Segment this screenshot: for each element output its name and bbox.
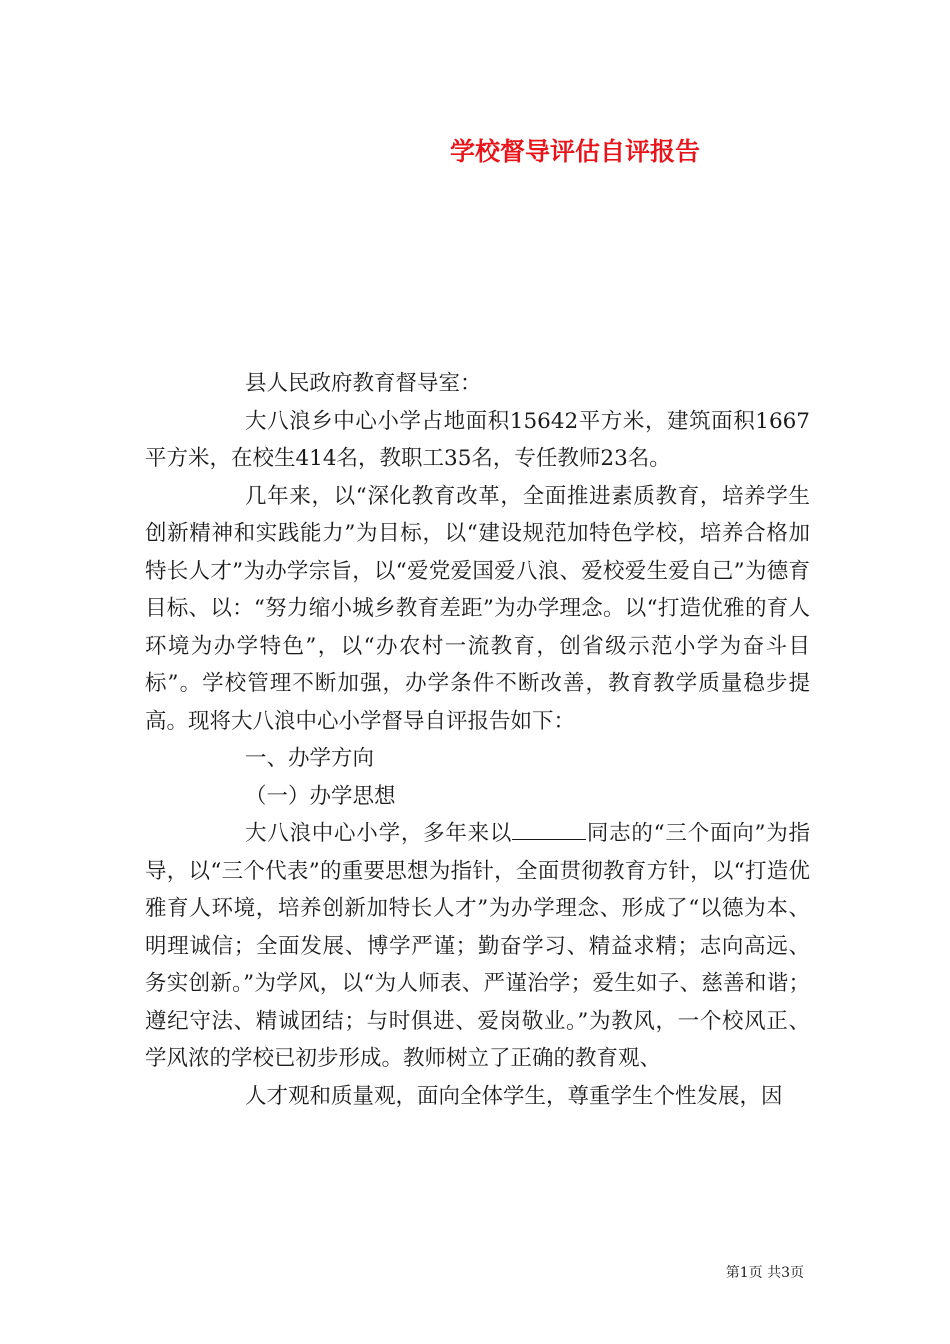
paragraph-philosophy-start: 大八浪中心小学，多年来以: [245, 821, 513, 846]
paragraph-school-stats: 大八浪乡中心小学占地面积15642平方米，建筑面积1667平方米，在校生414名，教职工35名，专任教师23名。: [145, 408, 810, 471]
salutation: 县人民政府教育督导室：: [245, 371, 482, 396]
paragraph-philosophy: [145, 815, 810, 1078]
paragraph-philosophy-rest: 同志的“三个面向”为指导，以“三个代表”的重要思想为指针，全面贯彻教育方针，以“打造优雅育人环境，培养创新加特长人才”为办学理念、形成了“以德为本、明理诚信；全面发展、博学严谨；勤奋学习、精益求精；志向高远、务实创新。”为学风，以“为人师表、严谨治学；爱生如子、慈善和谐；遵纪守法、精诚团结；与时俱进、爱岗敬业。”为教风，一个校风正、学风浓的学校已初步形成。教师树立了正确的教育观、: [145, 821, 810, 1071]
subsection-heading-philosophy: （一）办学思想: [245, 783, 396, 809]
paragraph-goals: 几年来，以“深化教育改革，全面推进素质教育，培养学生创新精神和实践能力”为目标，以“建设规范加特色学校，培养合格加特长人才”为办学宗旨，以“爱党爱国爱八浪、爱校爱生爱自己”为德育目标、以：“努力缩小城乡教育差距”为办学理念。以“打造优雅的育人环境为办学特色”，以“办农村一流教育，创省级示范小学为奋斗目标”。学校管理不断加强，办学条件不断改善，教育教学质量稳步提高。现将大八浪中心小学督导自评报告如下：: [145, 483, 810, 734]
fill-in-blank: [512, 821, 586, 840]
page-number: 第1页 共3页: [725, 1265, 804, 1281]
paragraph-continued: 人才观和质量观，面向全体学生，尊重学生个性发展，因: [245, 1083, 783, 1109]
document-title: 学校督导评估自评报告: [449, 137, 700, 166]
document-body: [145, 365, 810, 1115]
section-heading-direction: 一、办学方向: [245, 746, 375, 771]
